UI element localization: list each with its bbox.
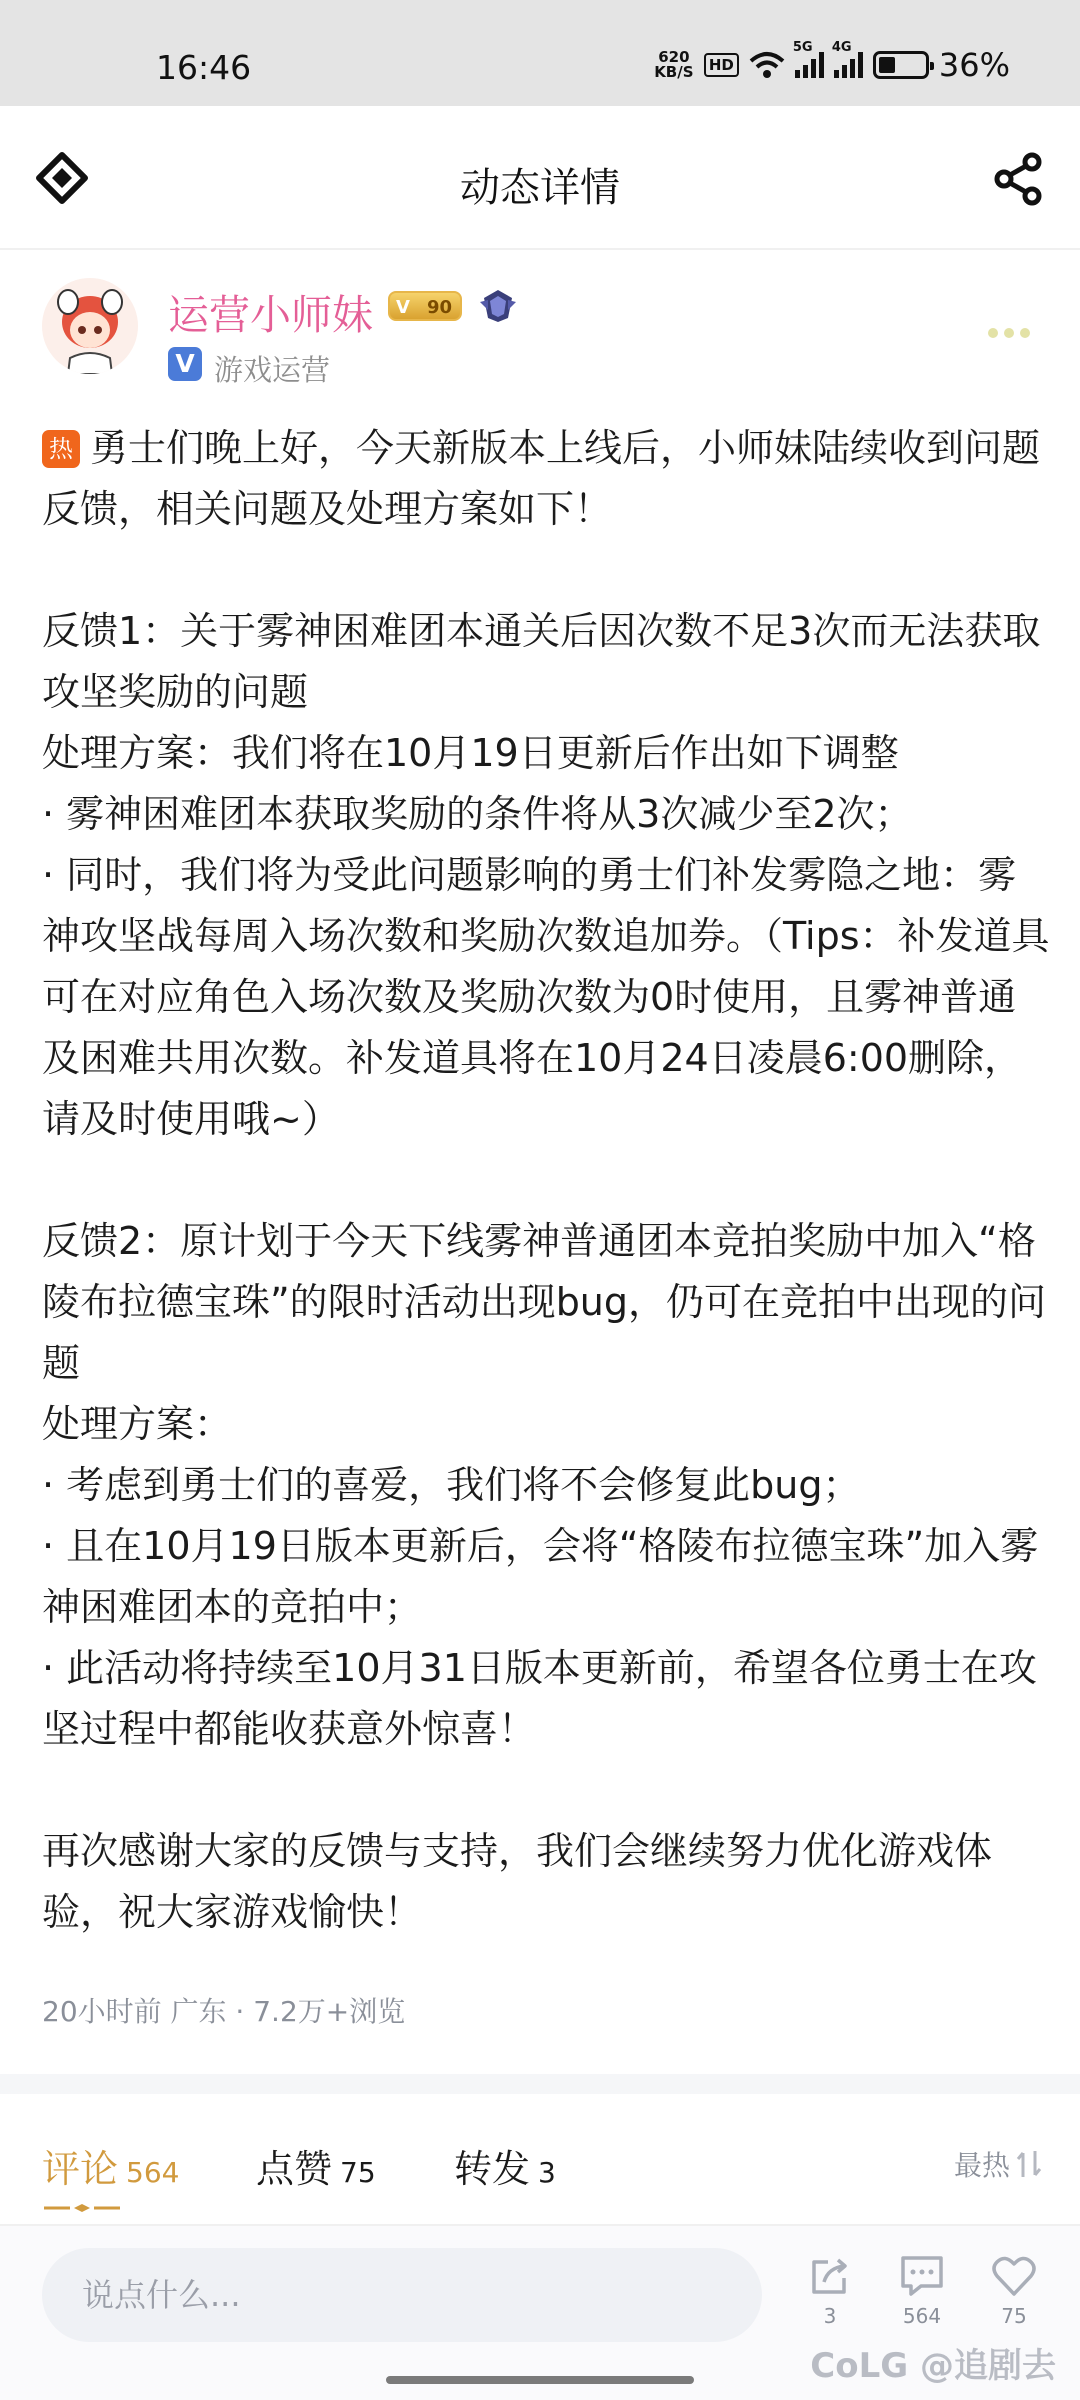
bottom-bar xyxy=(0,2224,1080,2400)
medal-icon xyxy=(478,288,518,324)
comment-button[interactable]: 564 xyxy=(882,2254,962,2328)
tab-comments[interactable]: 评论 564 xyxy=(42,2147,180,2191)
more-options-icon[interactable] xyxy=(988,328,1030,338)
post-paragraph: 反馈1：关于雾神困难团本通关后因次数不足3次而无法获取攻坚奖励的问题 xyxy=(42,609,1041,714)
signal-4g-icon: 4G xyxy=(834,52,863,78)
post-paragraph: 反馈2：原计划于今天下线雾神普通团本竞拍奖励中加入“格陵布拉德宝珠”的限时活动出现bug，仍可在竞拍中出现的问题 xyxy=(42,1219,1047,1385)
repost-button[interactable]: 3 xyxy=(790,2254,870,2328)
tab-likes[interactable]: 点赞 75 xyxy=(256,2147,376,2191)
status-time: 16:46 xyxy=(156,48,252,87)
page-title: 动态详情 xyxy=(460,165,620,211)
avatar-image xyxy=(42,278,138,374)
sort-button[interactable]: 最热 xyxy=(954,2144,1042,2184)
post-paragraph: 处理方案：我们将在10月19日更新后作出如下调整 xyxy=(42,731,899,775)
interaction-tabs xyxy=(0,2094,1080,2224)
hd-voice-icon: HD xyxy=(704,53,739,77)
post-paragraph: 再次感谢大家的反馈与支持，我们会继续努力优化游戏体验，祝大家游戏愉快！ xyxy=(42,1829,993,1934)
battery-icon xyxy=(873,51,929,79)
post-paragraph: · 考虑到勇士们的喜爱，我们将不会修复此bug； xyxy=(42,1463,861,1507)
share-icon[interactable] xyxy=(994,152,1044,206)
post-content xyxy=(42,418,1052,1943)
post-paragraph xyxy=(42,1760,1052,1821)
post-paragraph: 热 勇士们晚上好，今天新版本上线后，小师妹陆续收到问题反馈，相关问题及处理方案如下！ xyxy=(42,426,1041,531)
post-meta: 20小时前 广东 · 7.2万+浏览 xyxy=(42,1995,406,2028)
post-paragraph: · 此活动将持续至10月31日版本更新前，希望各位勇士在攻坚过程中都能收获意外惊喜！ xyxy=(42,1646,1037,1751)
post-paragraph: · 同时，我们将为受此问题影响的勇士们补发雾隐之地：雾神攻坚战每周入场次数和奖励次数追加券。（Tips：补发道具可在对应角色入场次数及奖励次数为0时使用，且雾神普通及困难共用次数。补发道具将在10月24日凌晨6:00删除，请及时使用哦~） xyxy=(42,853,1050,1141)
network-speed: 620 KB/S xyxy=(654,48,694,81)
sort-icon xyxy=(1016,2149,1042,2179)
heart-icon xyxy=(991,2254,1037,2298)
hot-tag: 热 xyxy=(42,430,80,468)
avatar[interactable] xyxy=(42,278,138,374)
wifi-icon xyxy=(749,51,785,79)
watermark: CoLG @追剧去 xyxy=(810,2346,1056,2386)
author-row xyxy=(0,262,1080,392)
battery-fill xyxy=(879,57,895,73)
author-role: 游戏运营 xyxy=(214,353,331,387)
post-paragraph: · 且在10月19日版本更新后，会将“格陵布拉德宝珠”加入雾神困难团本的竞拍中； xyxy=(42,1524,1039,1629)
comment-input[interactable] xyxy=(42,2248,762,2342)
nav-bar xyxy=(0,106,1080,250)
comment-icon xyxy=(899,2254,945,2298)
signal-5g-icon: 5G xyxy=(795,52,824,78)
author-name[interactable]: 运营小师妹 xyxy=(168,291,373,339)
like-button[interactable]: 75 xyxy=(974,2254,1054,2328)
level-badge: V 90 xyxy=(388,291,462,321)
post-paragraph xyxy=(42,540,1052,601)
battery-percent: 36% xyxy=(938,46,1010,84)
post-paragraph xyxy=(42,1150,1052,1211)
tab-reposts[interactable]: 转发 3 xyxy=(454,2147,556,2191)
home-indicator[interactable] xyxy=(386,2376,694,2384)
repost-icon xyxy=(808,2254,852,2298)
post-paragraph: · 雾神困难团本获取奖励的条件将从3次减少至2次； xyxy=(42,792,913,836)
status-icons xyxy=(654,40,1010,86)
active-tab-indicator xyxy=(44,2204,120,2212)
post-paragraph: 处理方案： xyxy=(42,1402,233,1446)
status-bar xyxy=(0,0,1080,106)
section-divider xyxy=(0,2074,1080,2094)
verified-icon: V xyxy=(168,347,202,381)
